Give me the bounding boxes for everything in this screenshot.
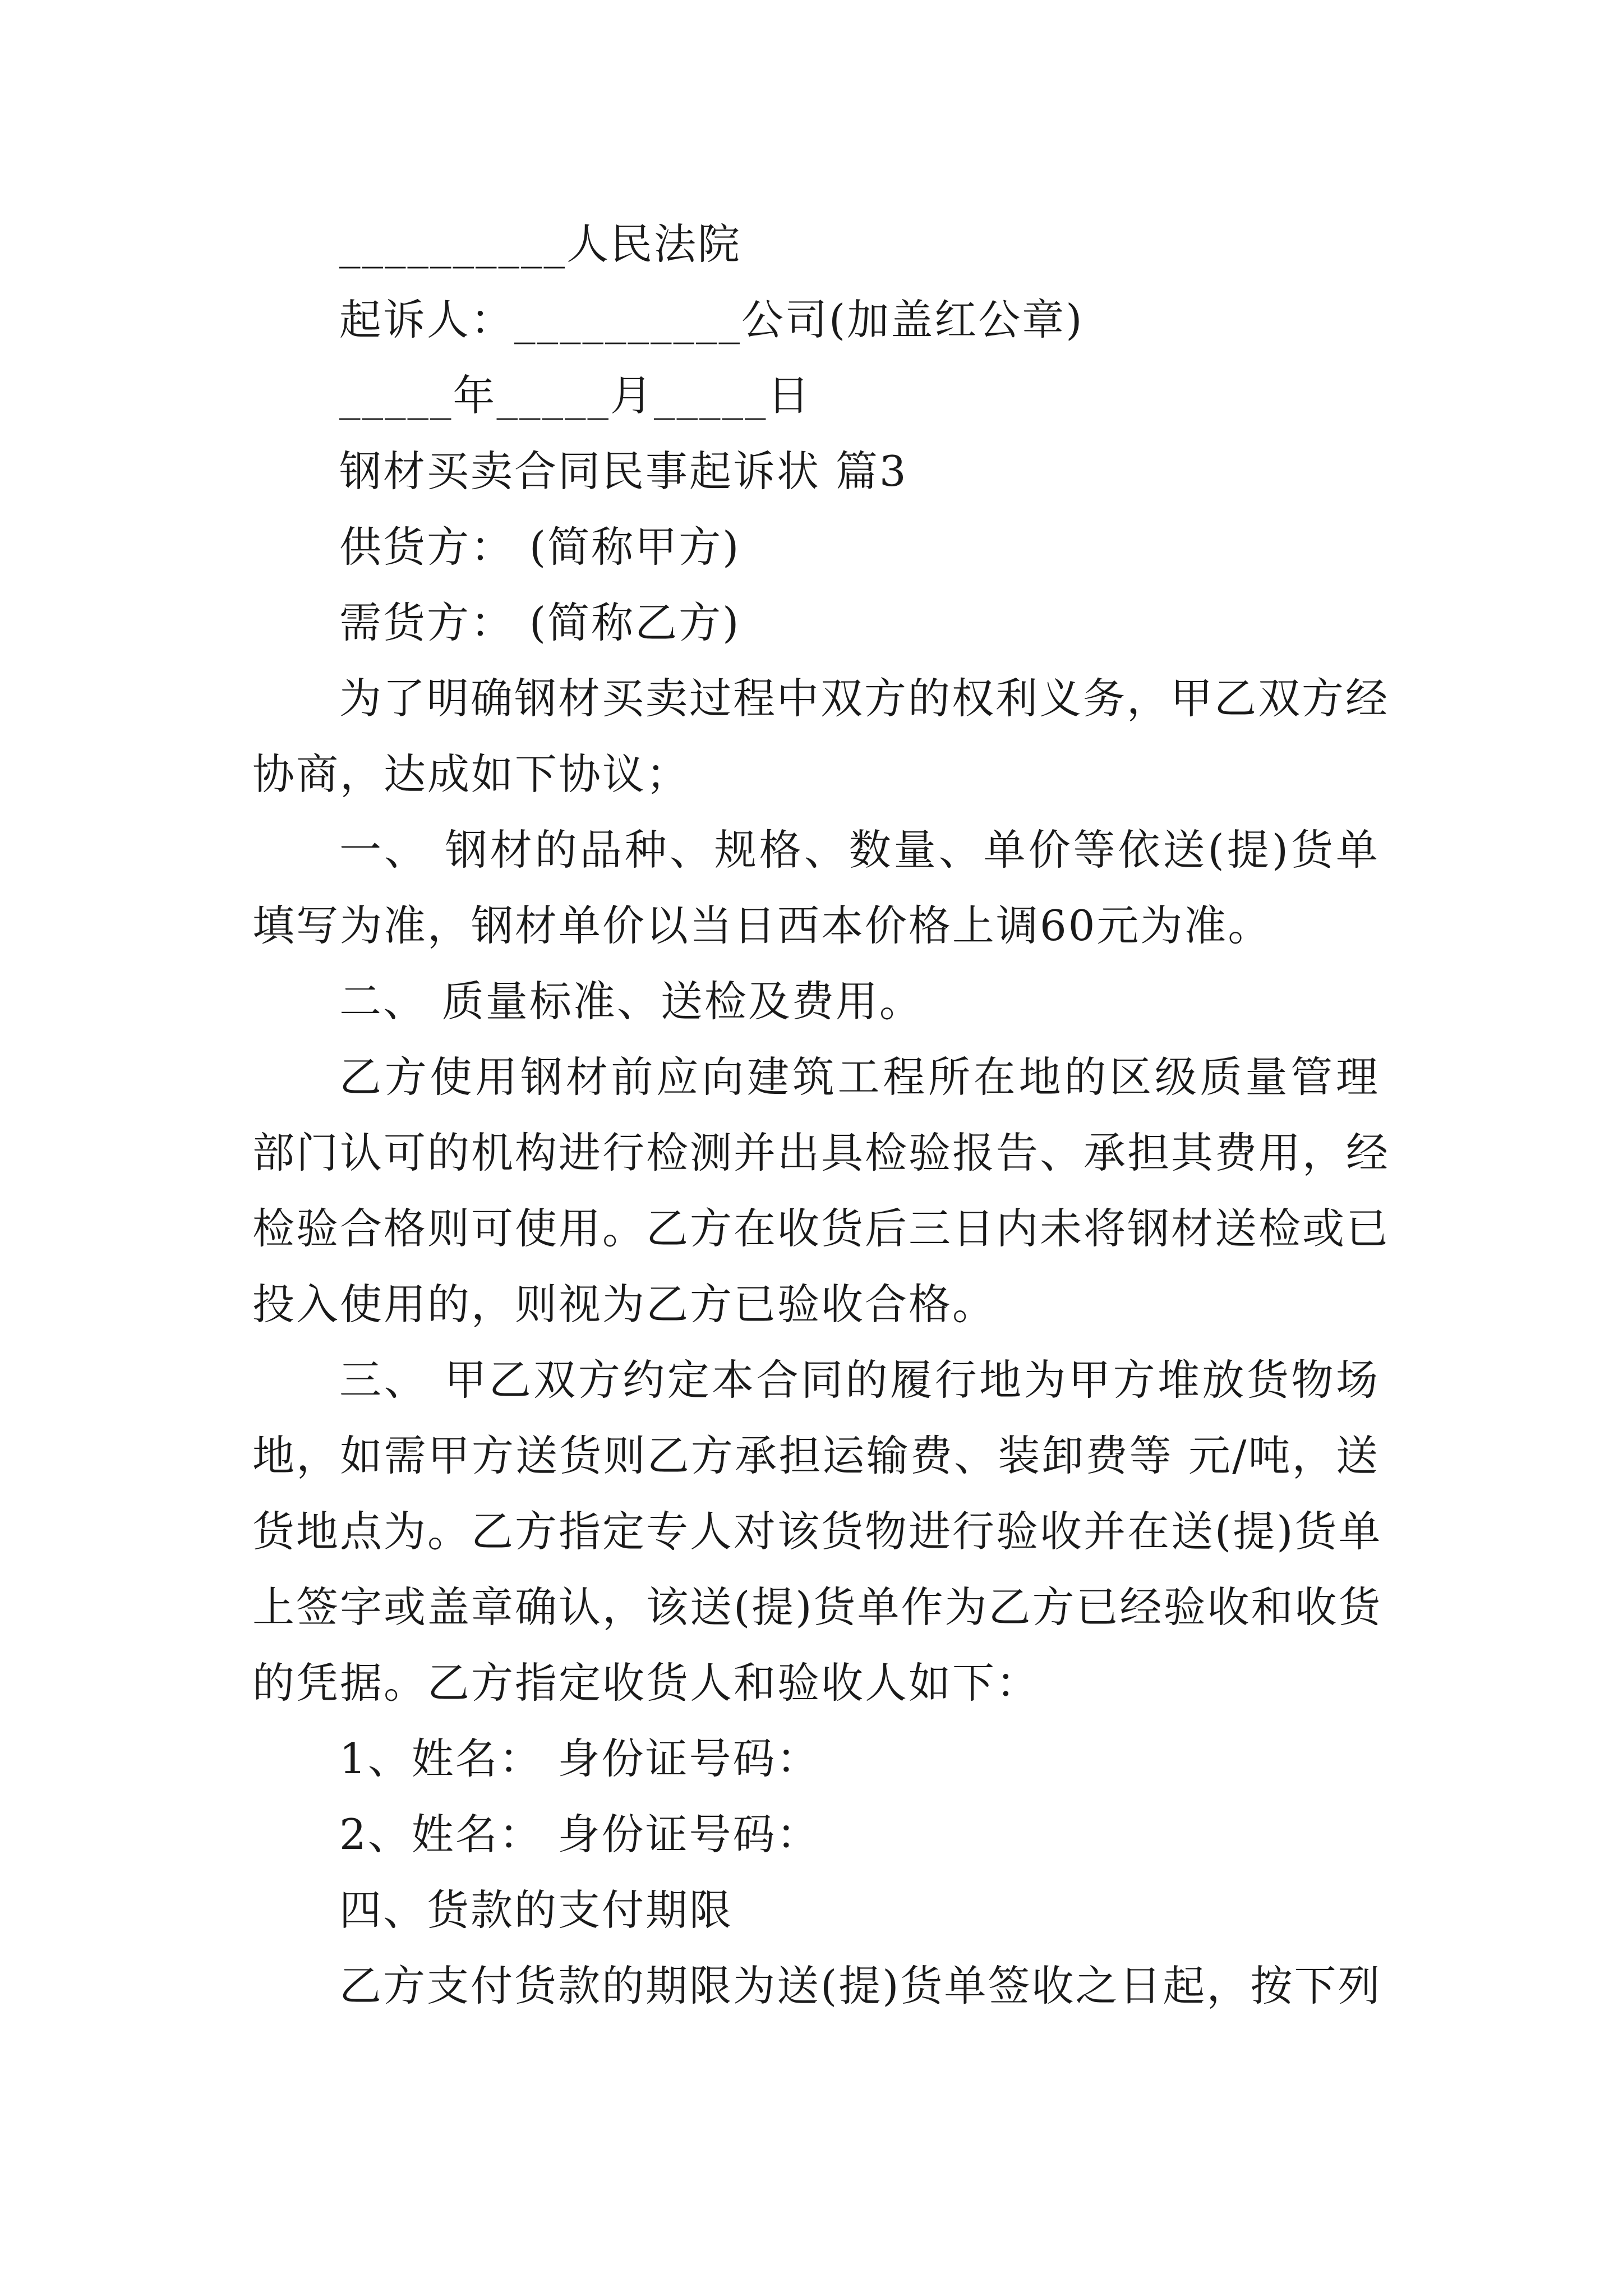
paragraph-line: 货地点为。乙方指定专人对该货物进行验收并在送(提)货单 (252, 1507, 1382, 1556)
paragraph-line: 填写为准，钢材单价以当日西本价格上调60元为准。 (252, 901, 1272, 950)
date-line: _____年_____月_____日 (339, 371, 811, 420)
paragraph-line: 投入使用的，则视为乙方已验收合格。 (252, 1280, 997, 1329)
paragraph-line: 乙方使用钢材前应向建筑工程所在地的区级质量管理 (339, 1052, 1380, 1102)
paragraph-line: 一、 钢材的品种、规格、数量、单价等依送(提)货单 (339, 825, 1380, 875)
paragraph-line: 协商，达成如下协议； (252, 749, 690, 799)
paragraph-line: 上签字或盖章确认，该送(提)货单作为乙方已经验收和收货 (252, 1582, 1382, 1632)
paragraph-line: 的凭据。乙方指定收货人和验收人如下： (252, 1658, 1040, 1708)
paragraph-line: 为了明确钢材买卖过程中双方的权利义务，甲乙双方经 (339, 674, 1390, 723)
clause-heading: 二、 质量标准、送检及费用。 (339, 977, 923, 1026)
paragraph-line: 部门认可的机构进行检测并出具检验报告、承担其费用，经 (252, 1128, 1390, 1177)
paragraph-line: 乙方支付货款的期限为送(提)货单签收之日起，按下列 (339, 1961, 1382, 2010)
list-item: 1、姓名： 身份证号码： (339, 1734, 820, 1783)
paragraph-line: 检验合格则可使用。乙方在收货后三日内未将钢材送检或已 (252, 1204, 1390, 1253)
section-heading: 钢材买卖合同民事起诉状 篇3 (339, 447, 908, 496)
court-line: __________人民法院 (339, 219, 742, 269)
clause-heading: 四、货款的支付期限 (339, 1885, 734, 1935)
paragraph-line: 三、 甲乙双方约定本合同的履行地为甲方堆放货物场 (339, 1355, 1380, 1405)
plaintiff-line: 起诉人：__________公司(加盖红公章) (339, 295, 1084, 344)
list-item: 2、姓名： 身份证号码： (339, 1810, 820, 1859)
supplier-line: 供货方： (简称甲方) (339, 522, 741, 572)
buyer-line: 需货方： (简称乙方) (339, 598, 741, 647)
paragraph-line: 地，如需甲方送货则乙方承担运输费、装卸费等 元/吨，送 (252, 1431, 1380, 1480)
